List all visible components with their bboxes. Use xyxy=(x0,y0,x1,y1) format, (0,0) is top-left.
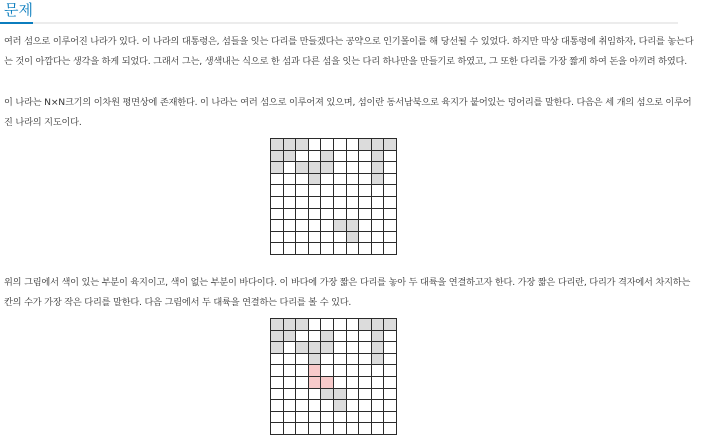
sea-cell xyxy=(333,330,346,342)
grid-row xyxy=(271,423,397,435)
sea-cell xyxy=(296,423,309,435)
sea-cell xyxy=(384,388,397,400)
sea-cell xyxy=(321,365,334,377)
sea-cell xyxy=(283,388,296,400)
sea-cell xyxy=(346,162,359,174)
sea-cell xyxy=(271,243,284,255)
sea-cell xyxy=(321,185,334,197)
sea-cell xyxy=(346,243,359,255)
sea-cell xyxy=(346,400,359,412)
sea-cell xyxy=(384,231,397,243)
sea-cell xyxy=(359,353,372,365)
land-cell xyxy=(346,231,359,243)
sea-cell xyxy=(296,220,309,232)
sea-cell xyxy=(333,162,346,174)
sea-cell xyxy=(308,400,321,412)
grid-row xyxy=(271,220,397,232)
sea-cell xyxy=(321,319,334,331)
sea-cell xyxy=(384,162,397,174)
grid-row xyxy=(271,376,397,388)
sea-cell xyxy=(371,208,384,220)
sea-cell xyxy=(296,353,309,365)
sea-cell xyxy=(359,150,372,162)
grid-row xyxy=(271,342,397,354)
sea-cell xyxy=(384,353,397,365)
sea-cell xyxy=(333,231,346,243)
sea-cell xyxy=(321,411,334,423)
sea-cell xyxy=(271,423,284,435)
problem-heading: 문제 xyxy=(4,1,33,19)
sea-cell xyxy=(359,423,372,435)
land-cell xyxy=(321,150,334,162)
land-cell xyxy=(333,400,346,412)
sea-cell xyxy=(384,411,397,423)
sea-cell xyxy=(283,365,296,377)
map-grid xyxy=(270,138,397,255)
sea-cell xyxy=(271,208,284,220)
sea-cell xyxy=(384,173,397,185)
sea-cell xyxy=(308,319,321,331)
bridge-cell xyxy=(308,376,321,388)
sea-cell xyxy=(271,173,284,185)
grid-row xyxy=(271,173,397,185)
sea-cell xyxy=(271,231,284,243)
sea-cell xyxy=(308,388,321,400)
land-cell xyxy=(359,139,372,151)
sea-cell xyxy=(359,185,372,197)
sea-cell xyxy=(359,231,372,243)
land-cell xyxy=(283,139,296,151)
sea-cell xyxy=(384,365,397,377)
sea-cell xyxy=(359,173,372,185)
sea-cell xyxy=(333,319,346,331)
bridge-grid xyxy=(270,318,397,435)
sea-cell xyxy=(333,139,346,151)
sea-cell xyxy=(321,231,334,243)
grid-row xyxy=(271,162,397,174)
sea-cell xyxy=(296,185,309,197)
land-cell xyxy=(371,150,384,162)
land-cell xyxy=(371,173,384,185)
sea-cell xyxy=(359,330,372,342)
sea-cell xyxy=(346,376,359,388)
sea-cell xyxy=(333,150,346,162)
sea-cell xyxy=(308,423,321,435)
land-cell xyxy=(271,150,284,162)
sea-cell xyxy=(296,243,309,255)
problem-paragraph-3: 위의 그림에서 색이 있는 부분이 육지이고, 색이 없는 부분이 바다이다. 이 바다에 가장 짧은 다리를 놓아 두 대륙을 연결하고자 한다. 가장 짧은 다리란, 다리가 격자에서 차지하는 칸의 수가 가장 작은 다리를 말한다. 다음 그림에서 두 대륙을 연결하는 다리를 볼 수 있다. xyxy=(4,277,691,308)
sea-cell xyxy=(321,208,334,220)
sea-cell xyxy=(308,150,321,162)
land-cell xyxy=(271,319,284,331)
sea-cell xyxy=(371,400,384,412)
grid-row xyxy=(271,243,397,255)
grid-row xyxy=(271,231,397,243)
sea-cell xyxy=(384,423,397,435)
sea-cell xyxy=(321,196,334,208)
sea-cell xyxy=(333,342,346,354)
sea-cell xyxy=(346,185,359,197)
sea-cell xyxy=(359,162,372,174)
sea-cell xyxy=(271,196,284,208)
sea-cell xyxy=(371,231,384,243)
sea-cell xyxy=(271,388,284,400)
sea-cell xyxy=(283,423,296,435)
sea-cell xyxy=(384,185,397,197)
sea-cell xyxy=(333,185,346,197)
land-cell xyxy=(321,330,334,342)
sea-cell xyxy=(346,139,359,151)
sea-cell xyxy=(296,173,309,185)
sea-cell xyxy=(333,173,346,185)
sea-cell xyxy=(271,365,284,377)
sea-cell xyxy=(384,196,397,208)
sea-cell xyxy=(359,365,372,377)
sea-cell xyxy=(308,411,321,423)
sea-cell xyxy=(371,220,384,232)
sea-cell xyxy=(346,208,359,220)
sea-cell xyxy=(283,173,296,185)
land-cell xyxy=(308,173,321,185)
sea-cell xyxy=(308,185,321,197)
grid-row xyxy=(271,139,397,151)
sea-cell xyxy=(346,423,359,435)
grid-row xyxy=(271,196,397,208)
sea-cell xyxy=(333,353,346,365)
sea-cell xyxy=(308,231,321,243)
grid-row xyxy=(271,388,397,400)
sea-cell xyxy=(271,411,284,423)
land-cell xyxy=(359,319,372,331)
grid-row xyxy=(271,150,397,162)
sea-cell xyxy=(359,411,372,423)
sea-cell xyxy=(283,243,296,255)
grid-row xyxy=(271,330,397,342)
sea-cell xyxy=(296,376,309,388)
sea-cell xyxy=(321,243,334,255)
sea-cell xyxy=(321,220,334,232)
sea-cell xyxy=(346,173,359,185)
sea-cell xyxy=(308,196,321,208)
sea-cell xyxy=(333,411,346,423)
sea-cell xyxy=(296,365,309,377)
sea-cell xyxy=(384,243,397,255)
sea-cell xyxy=(346,353,359,365)
sea-cell xyxy=(384,150,397,162)
land-cell xyxy=(308,162,321,174)
grid-table xyxy=(270,138,397,255)
land-cell xyxy=(271,162,284,174)
sea-cell xyxy=(384,342,397,354)
sea-cell xyxy=(283,220,296,232)
sea-cell xyxy=(321,400,334,412)
sea-cell xyxy=(346,342,359,354)
sea-cell xyxy=(359,243,372,255)
grid-row xyxy=(271,400,397,412)
sea-cell xyxy=(271,400,284,412)
sea-cell xyxy=(283,353,296,365)
sea-cell xyxy=(283,400,296,412)
sea-cell xyxy=(346,319,359,331)
sea-cell xyxy=(321,173,334,185)
sea-cell xyxy=(346,388,359,400)
sea-cell xyxy=(296,400,309,412)
sea-cell xyxy=(371,411,384,423)
land-cell xyxy=(296,342,309,354)
sea-cell xyxy=(296,411,309,423)
bridge-cell xyxy=(308,365,321,377)
sea-cell xyxy=(359,220,372,232)
sea-cell xyxy=(384,220,397,232)
sea-cell xyxy=(384,376,397,388)
sea-cell xyxy=(371,376,384,388)
land-cell xyxy=(321,162,334,174)
sea-cell xyxy=(296,330,309,342)
land-cell xyxy=(271,139,284,151)
land-cell xyxy=(283,150,296,162)
sea-cell xyxy=(371,196,384,208)
sea-cell xyxy=(371,185,384,197)
land-cell xyxy=(371,342,384,354)
sea-cell xyxy=(346,196,359,208)
land-cell xyxy=(296,139,309,151)
sea-cell xyxy=(333,196,346,208)
sea-cell xyxy=(283,376,296,388)
land-cell xyxy=(371,330,384,342)
sea-cell xyxy=(333,243,346,255)
land-cell xyxy=(321,342,334,354)
sea-cell xyxy=(371,423,384,435)
sea-cell xyxy=(359,196,372,208)
sea-cell xyxy=(283,208,296,220)
sea-cell xyxy=(333,365,346,377)
land-cell xyxy=(384,139,397,151)
sea-cell xyxy=(283,231,296,243)
sea-cell xyxy=(308,330,321,342)
sea-cell xyxy=(384,330,397,342)
sea-cell xyxy=(371,243,384,255)
sea-cell xyxy=(371,365,384,377)
grid-row xyxy=(271,319,397,331)
sea-cell xyxy=(321,353,334,365)
sea-cell xyxy=(296,208,309,220)
sea-cell xyxy=(346,365,359,377)
land-cell xyxy=(271,330,284,342)
grid-row xyxy=(271,208,397,220)
land-cell xyxy=(371,139,384,151)
land-cell xyxy=(384,319,397,331)
sea-cell xyxy=(346,150,359,162)
sea-cell xyxy=(333,376,346,388)
sea-cell xyxy=(308,139,321,151)
sea-cell xyxy=(308,220,321,232)
land-cell xyxy=(271,342,284,354)
land-cell xyxy=(296,162,309,174)
sea-cell xyxy=(359,376,372,388)
sea-cell xyxy=(359,388,372,400)
grid-row xyxy=(271,185,397,197)
land-cell xyxy=(371,353,384,365)
land-cell xyxy=(308,353,321,365)
sea-cell xyxy=(371,388,384,400)
sea-cell xyxy=(271,220,284,232)
sea-cell xyxy=(333,423,346,435)
land-cell xyxy=(333,388,346,400)
sea-cell xyxy=(308,243,321,255)
sea-cell xyxy=(384,208,397,220)
heading-accent xyxy=(0,22,33,24)
problem-paragraph-1: 여러 섬으로 이루어진 나라가 있다. 이 나라의 대통령은, 섬들을 잇는 다리를 만들겠다는 공약으로 인기몰이를 해 당선될 수 있었다. 하지만 막상 대통령에 취임하자, 다리를 놓는다는 것이 아깝다는 생각을 하게 되었다. 그래서 그는, 생색내는 식으로 한 섬과 다른 섬을 잇는 다리 하나만을 만들기로 하였고, 그 또한 다리를 가장 짧게 하여 돈을 아끼려 하였다. xyxy=(4,36,694,67)
grid-row xyxy=(271,411,397,423)
sea-cell xyxy=(271,353,284,365)
land-cell xyxy=(283,330,296,342)
sea-cell xyxy=(283,411,296,423)
sea-cell xyxy=(346,330,359,342)
sea-cell xyxy=(296,388,309,400)
sea-cell xyxy=(271,376,284,388)
sea-cell xyxy=(283,185,296,197)
sea-cell xyxy=(333,208,346,220)
sea-cell xyxy=(321,139,334,151)
sea-cell xyxy=(271,185,284,197)
land-cell xyxy=(346,220,359,232)
sea-cell xyxy=(296,196,309,208)
land-cell xyxy=(371,162,384,174)
land-cell xyxy=(333,220,346,232)
sea-cell xyxy=(283,342,296,354)
problem-paragraph-2: 이 나라는 N×N크기의 이차원 평면상에 존재한다. 이 나라는 여러 섬으로 이루어져 있으며, 섬이란 동서남북으로 육지가 붙어있는 덩어리를 말한다. 다음은 세 개의 섬으로 이루어진 나라의 지도이다. xyxy=(4,97,692,128)
land-cell xyxy=(283,319,296,331)
grid-row xyxy=(271,353,397,365)
land-cell xyxy=(296,319,309,331)
sea-cell xyxy=(296,150,309,162)
sea-cell xyxy=(296,231,309,243)
sea-cell xyxy=(359,208,372,220)
sea-cell xyxy=(359,400,372,412)
sea-cell xyxy=(283,162,296,174)
sea-cell xyxy=(283,196,296,208)
sea-cell xyxy=(308,208,321,220)
sea-cell xyxy=(346,411,359,423)
heading-rule xyxy=(0,22,678,24)
land-cell xyxy=(321,388,334,400)
grid-row xyxy=(271,365,397,377)
bridge-cell xyxy=(321,376,334,388)
land-cell xyxy=(371,319,384,331)
grid-table xyxy=(270,318,397,435)
land-cell xyxy=(308,342,321,354)
sea-cell xyxy=(384,400,397,412)
sea-cell xyxy=(321,423,334,435)
sea-cell xyxy=(359,342,372,354)
